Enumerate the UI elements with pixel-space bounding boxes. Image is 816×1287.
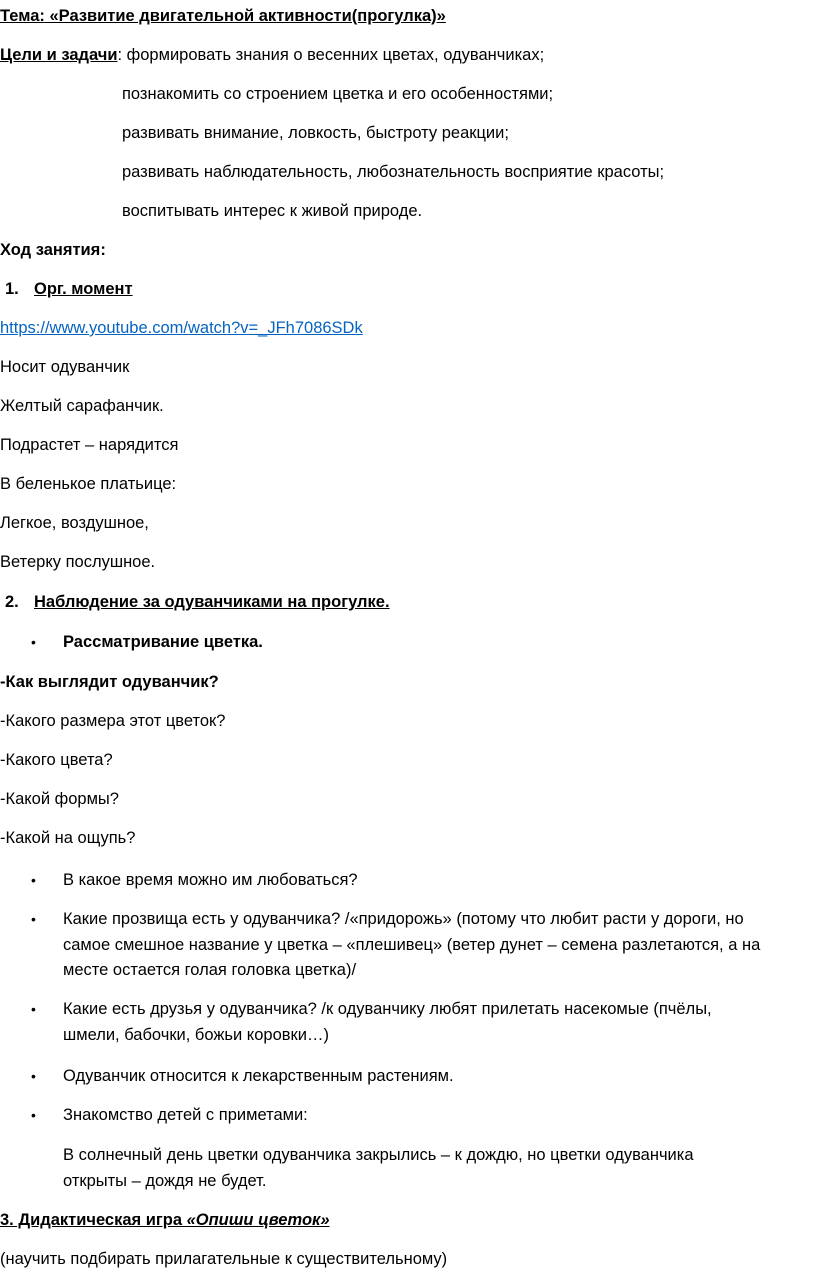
question-bold: -Как выглядит одуванчик?: [0, 673, 219, 691]
section-1-title: Орг. момент: [34, 280, 133, 298]
section-1-number: 1.: [5, 280, 19, 298]
poem-line: В беленькое платьице:: [0, 475, 177, 493]
video-link[interactable]: https://www.youtube.com/watch?v=_JFh7086SDk: [0, 319, 363, 337]
goal-item: воспитывать интерес к живой природе.: [122, 202, 423, 220]
bullet-text: Какие есть друзья у одуванчика? /к одуванчику любят прилетать насекомые (пчёлы,: [63, 1000, 712, 1018]
poem-line: Подрастет – нарядится: [0, 436, 179, 454]
poem-line: Легкое, воздушное,: [0, 514, 149, 532]
bullet-text: Рассматривание цветка.: [63, 633, 263, 651]
goals-first: : формировать знания о весенних цветах, одуванчиках;: [117, 46, 545, 64]
poem-line: Ветерку послушное.: [0, 553, 156, 571]
theme-value: «Развитие двигательной активности(прогулка)»: [44, 7, 446, 25]
course-heading: Ход занятия:: [0, 241, 106, 259]
question: -Какого размера этот цветок?: [0, 712, 226, 730]
bullet-icon: •: [31, 1068, 36, 1084]
bullet-icon: •: [31, 911, 36, 927]
poem-line: Желтый сарафанчик.: [0, 397, 164, 415]
bullet-icon: •: [31, 1107, 36, 1123]
section-3-heading: [0, 1210, 330, 1230]
bullet-text-cont: месте остается голая головка цветка)/: [63, 961, 357, 979]
goal-item: развивать наблюдательность, любознательность восприятие красоты;: [122, 163, 665, 181]
bullet-icon: •: [31, 634, 36, 650]
section-3-note: (научить подбирать прилагательные к существительному): [0, 1250, 448, 1268]
goal-item: развивать внимание, ловкость, быстроту реакции;: [122, 124, 509, 142]
bullet-icon: •: [31, 1001, 36, 1017]
question: -Какой формы?: [0, 790, 119, 808]
goal-item: познакомить со строением цветка и его особенностями;: [122, 85, 554, 103]
sign-text: открыты – дождя не будет.: [63, 1172, 267, 1190]
bullet-text: В какое время можно им любоваться?: [63, 871, 358, 889]
section-2-title: Наблюдение за одуванчиками на прогулке.: [34, 593, 390, 611]
section-2-number: 2.: [5, 593, 19, 611]
theme-label: Тема:: [0, 7, 45, 25]
theme-line: [0, 6, 446, 26]
section-3-prefix: 3. Дидактическая игра: [0, 1211, 187, 1229]
goals-line: [0, 45, 544, 65]
poem-line: Носит одуванчик: [0, 358, 130, 376]
section-3-game: «Опиши цветок»: [186, 1211, 330, 1229]
bullet-text: Знакомство детей с приметами:: [63, 1106, 308, 1124]
bullet-text: Какие прозвища есть у одуванчика? /«придорожь» (потому что любит расти у дороги, но: [63, 910, 744, 928]
bullet-text-cont: шмели, бабочки, божьи коровки…): [63, 1026, 329, 1044]
bullet-icon: •: [31, 872, 36, 888]
question: -Какой на ощупь?: [0, 829, 136, 847]
bullet-text-cont: самое смешное название у цветка – «плешивец» (ветер дунет – семена разлетаются, а на: [63, 936, 761, 954]
sign-text: В солнечный день цветки одуванчика закрылись – к дождю, но цветки одуванчика: [63, 1146, 694, 1164]
bullet-text: Одуванчик относится к лекарственным растениям.: [63, 1067, 454, 1085]
question: -Какого цвета?: [0, 751, 113, 769]
goals-label: Цели и задачи: [0, 46, 118, 64]
video-link-line: [0, 318, 363, 338]
